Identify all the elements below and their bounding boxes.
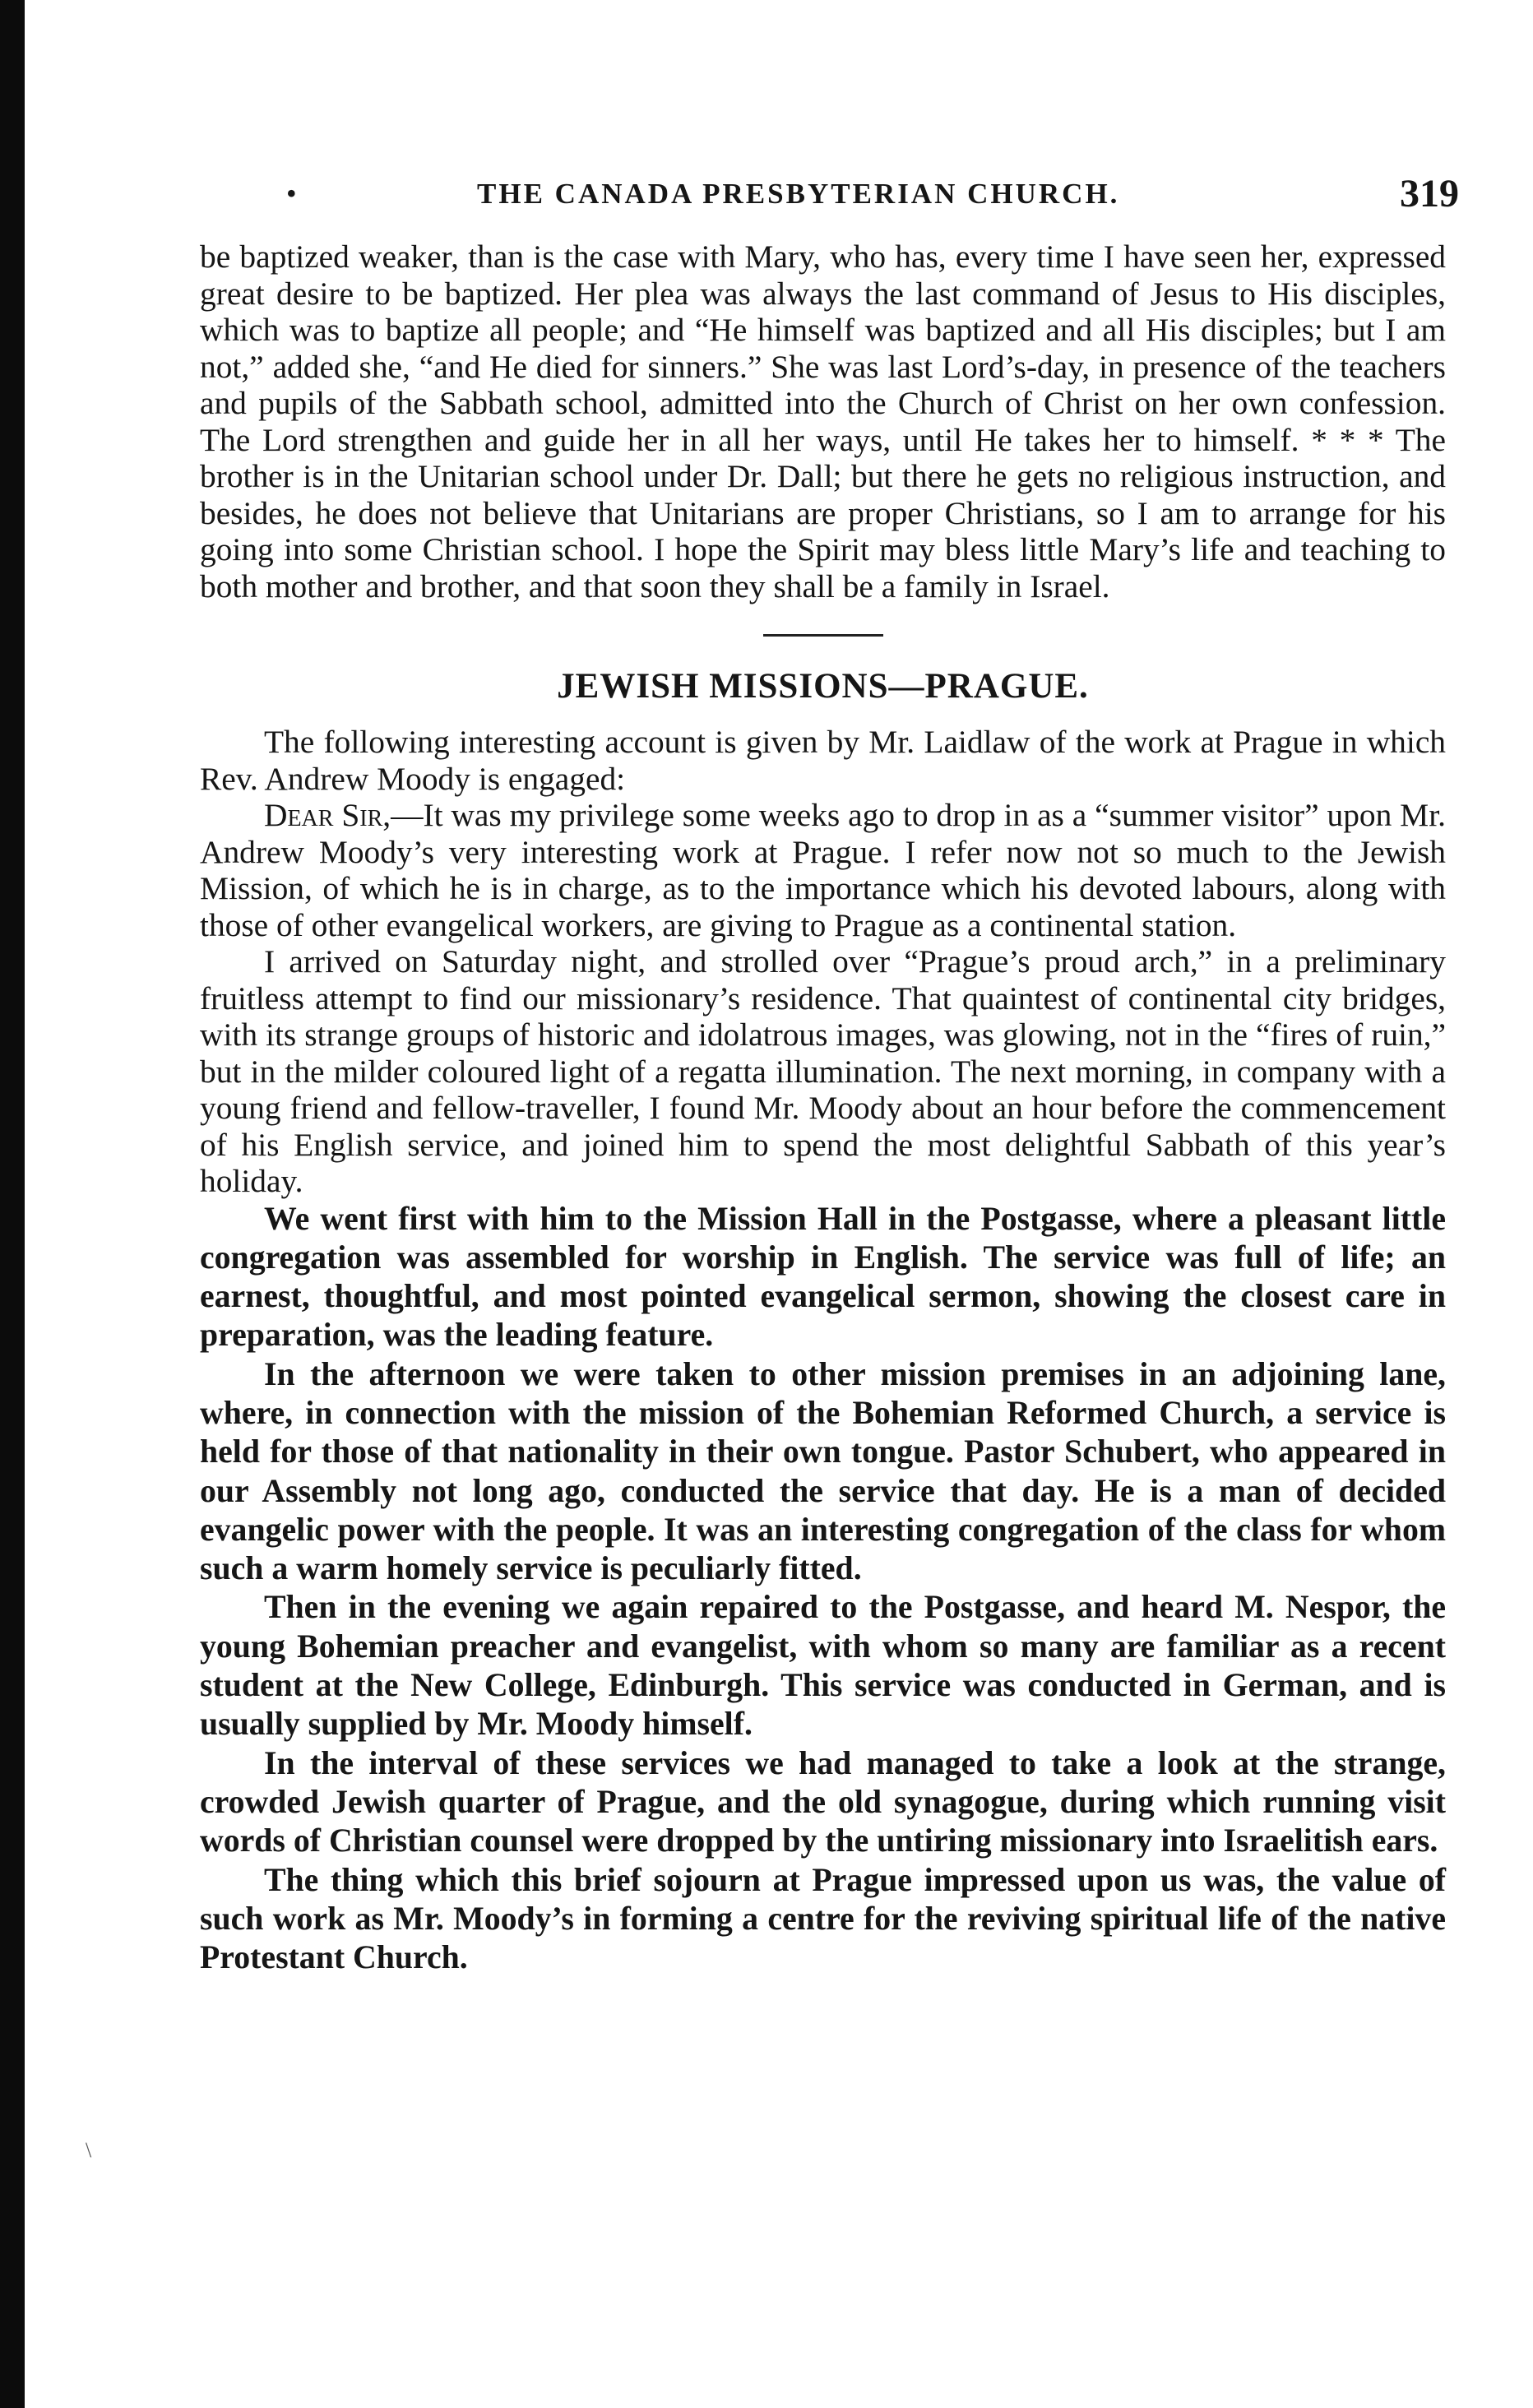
- paragraph-mission-hall: We went first with him to the Mission Hall in the Postgasse, where a pleasant little congregation was assembled for worship in English. The service was full of life; an earnest, thoughtful, and most pointed evangelical sermon, showing the closest care in preparation, was the leading feature.: [200, 1200, 1446, 1354]
- paragraph-interval: In the interval of these services we had managed to take a look at the strange, crowded Jewish quarter of Prague, and the old synagogue, during which running visit words of Christian counsel were dropped by the untiring missionary into Israelitish ears.: [200, 1744, 1446, 1859]
- running-header: [197, 171, 1472, 220]
- section-intro: The following interesting account is given by Mr. Laidlaw of the work at Prague in which Rev. Andrew Moody is engaged:: [200, 724, 1446, 797]
- header-dot: •: [286, 177, 297, 210]
- paragraph-afternoon: In the afternoon we were taken to other mission premises in an adjoining lane, where, in connection with the mission of the Bohemian Reformed Church, a service is held for those of that nationality in their own tongue. Pastor Schubert, who appeared in our Assembly not long ago, conducted the service that day. He is a man of decided evangelic power with the people. It was an interesting congregation of the class for whom such a warm homely service is peculiarly fitted.: [200, 1355, 1446, 1587]
- paragraph-conclusion: The thing which this brief sojourn at Prague impressed upon us was, the value of such work as Mr. Moody’s in forming a centre for the reviving spiritual life of the native Protestant Church.: [200, 1861, 1446, 1976]
- opening-paragraph: be baptized weaker, than is the case with Mary, who has, every time I have seen her, expressed great desire to be baptized. Her plea was always the last command of Jesus to His disciples, which was to baptize all people; and “He himself was baptized and all His disciples; but I am not,” added she, “and He died for sinners.” She was last Lord’s-day, in presence of the teachers and pupils of the Sabbath school, admitted into the Church of Christ on her own confession. The Lord strengthen and guide her in all her ways, until He takes her to himself. * * * The brother is in the Unitarian school under Dr. Dall; but there he gets no religious instruction, and besides, he does not believe that Unitarians are proper Christians, so I am to arrange for his going into some Christian school. I hope the Spirit may bless little Mary’s life and teaching to both mother and brother, and that soon they shall be a family in Israel.: [200, 238, 1446, 604]
- page-body: [200, 238, 1446, 1977]
- letter-opening-paragraph: [200, 797, 1446, 943]
- letter-first-text: —It was my privilege some weeks ago to drop in as a “summer visitor” upon Mr. Andrew Moody’s very interesting work at Prague. I refer now not so much to the Jewish Mission, of which he is in charge, as to the importance which his devoted labours, along with those of other evangelical workers, are giving to Prague as a continental station.: [200, 797, 1446, 943]
- scan-binding-edge: [0, 0, 25, 2408]
- running-title: THE CANADA PRESBYTERIAN CHURCH.: [477, 178, 1120, 210]
- paragraph-arrival: I arrived on Saturday night, and strolled over “Prague’s proud arch,” in a preliminary fruitless attempt to find our missionary’s residence. That quaintest of continental city bridges, with its strange groups of historic and idolatrous images, was glowing, not in the “fires of ruin,” but in the milder coloured light of a regatta illumination. The next morning, in company with a young friend and fellow-traveller, I found Mr. Moody about an hour before the commencement of his English service, and joined him to spend the most delightful Sabbath of this year’s holiday.: [200, 943, 1446, 1199]
- salutation: Dear Sir,: [264, 797, 391, 833]
- bold-print-section: [200, 1200, 1446, 1978]
- section-title: JEWISH MISSIONS—PRAGUE.: [557, 667, 1089, 706]
- section-divider: [763, 634, 883, 637]
- scan-margin-mark: \: [86, 2138, 92, 2162]
- page-number: 319: [1400, 172, 1459, 215]
- paragraph-evening: Then in the evening we again repaired to the Postgasse, and heard M. Nespor, the young Bohemian preacher and evangelist, with whom so many are familiar as a recent student at the New College, Edinburgh. This service was conducted in German, and is usually supplied by Mr. Moody himself.: [200, 1589, 1446, 1743]
